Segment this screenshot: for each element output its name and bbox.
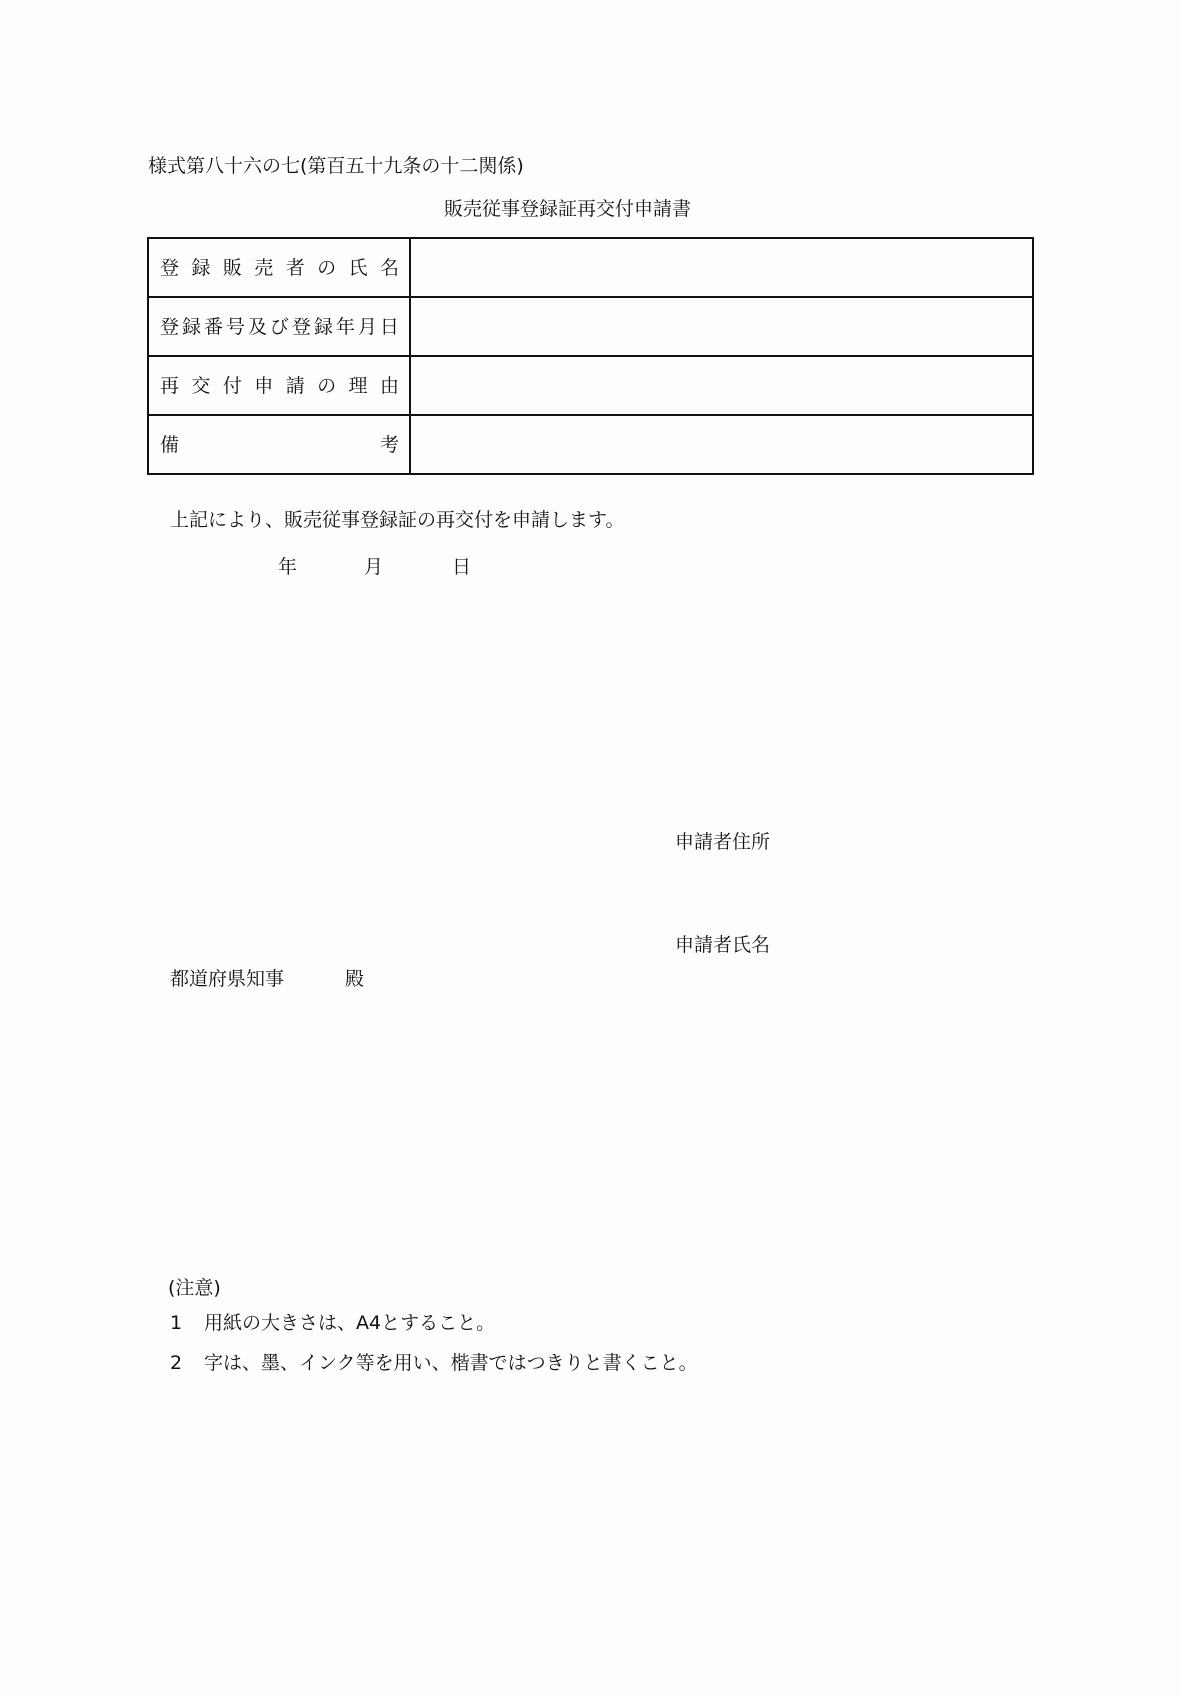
date-line — [140, 555, 540, 579]
table-row-registered-seller-name — [148, 238, 1033, 297]
label-char: 付 — [222, 374, 242, 397]
month-label: 月 — [364, 556, 384, 578]
applicant-address-label: 申請者住所 — [675, 831, 771, 853]
label-char: 氏 — [348, 256, 368, 279]
label-char: 登 — [160, 256, 180, 279]
label-char: の — [317, 256, 337, 279]
applicant-name-label: 申請者氏名 — [675, 934, 771, 956]
registration-number-date-label — [160, 315, 399, 339]
reissue-reason-label — [160, 374, 399, 398]
row-label — [148, 297, 410, 356]
label-char: 請 — [285, 374, 305, 397]
label-char: 月 — [357, 315, 377, 338]
label-char: 申 — [254, 374, 274, 397]
label-char: 日 — [379, 315, 399, 338]
document-title: 販売従事登録証再交付申請書 — [444, 198, 692, 220]
label-char: 再 — [160, 374, 180, 397]
application-form-table — [147, 237, 1034, 475]
remarks-field[interactable] — [410, 415, 1033, 474]
label-char: 番 — [203, 315, 223, 338]
label-char: 録 — [181, 315, 201, 338]
registered-seller-name-field[interactable] — [410, 238, 1033, 297]
label-char: 及 — [247, 315, 267, 338]
row-label — [148, 415, 410, 474]
remarks-label — [160, 433, 399, 457]
form-number: 様式第八十六の七(第百五十九条の十二関係) — [148, 155, 524, 177]
label-char: 売 — [254, 256, 274, 279]
label-char: 備 — [160, 433, 180, 456]
label-char: の — [317, 374, 337, 397]
row-label — [148, 238, 410, 297]
label-char: 登 — [291, 315, 311, 338]
note-number: 2 — [170, 1352, 183, 1374]
label-char: 録 — [191, 256, 211, 279]
reissue-reason-field[interactable] — [410, 356, 1033, 415]
label-char: 登 — [160, 315, 180, 338]
label-char: び — [269, 315, 289, 338]
label-char: 年 — [335, 315, 355, 338]
note-item — [170, 1351, 698, 1375]
label-char: 号 — [225, 315, 245, 338]
row-label — [148, 356, 410, 415]
note-item — [170, 1311, 495, 1335]
label-char: 販 — [222, 256, 242, 279]
note-text: 用紙の大きさは、A4とすること。 — [204, 1312, 496, 1334]
day-label: 日 — [452, 556, 472, 578]
label-char: 者 — [285, 256, 305, 279]
registered-seller-name-label — [160, 256, 399, 280]
declaration-text: 上記により、販売従事登録証の再交付を申請します。 — [170, 509, 625, 531]
table-row-registration-number-date — [148, 297, 1033, 356]
notes-title: (注意) — [168, 1277, 221, 1299]
table-row-remarks — [148, 415, 1033, 474]
label-char: 考 — [379, 433, 399, 456]
label-char: 名 — [379, 256, 399, 279]
addressee-honorific: 殿 — [345, 968, 365, 990]
registration-number-date-field[interactable] — [410, 297, 1033, 356]
note-number: 1 — [170, 1312, 183, 1334]
label-char: 交 — [191, 374, 211, 397]
label-char: 録 — [313, 315, 333, 338]
addressee-governor: 都道府県知事 — [170, 968, 285, 990]
year-label: 年 — [278, 556, 298, 578]
note-text: 字は、墨、インク等を用い、楷書ではつきりと書くこと。 — [204, 1352, 698, 1374]
table-row-reissue-reason — [148, 356, 1033, 415]
label-char: 由 — [379, 374, 399, 397]
label-char: 理 — [348, 374, 368, 397]
